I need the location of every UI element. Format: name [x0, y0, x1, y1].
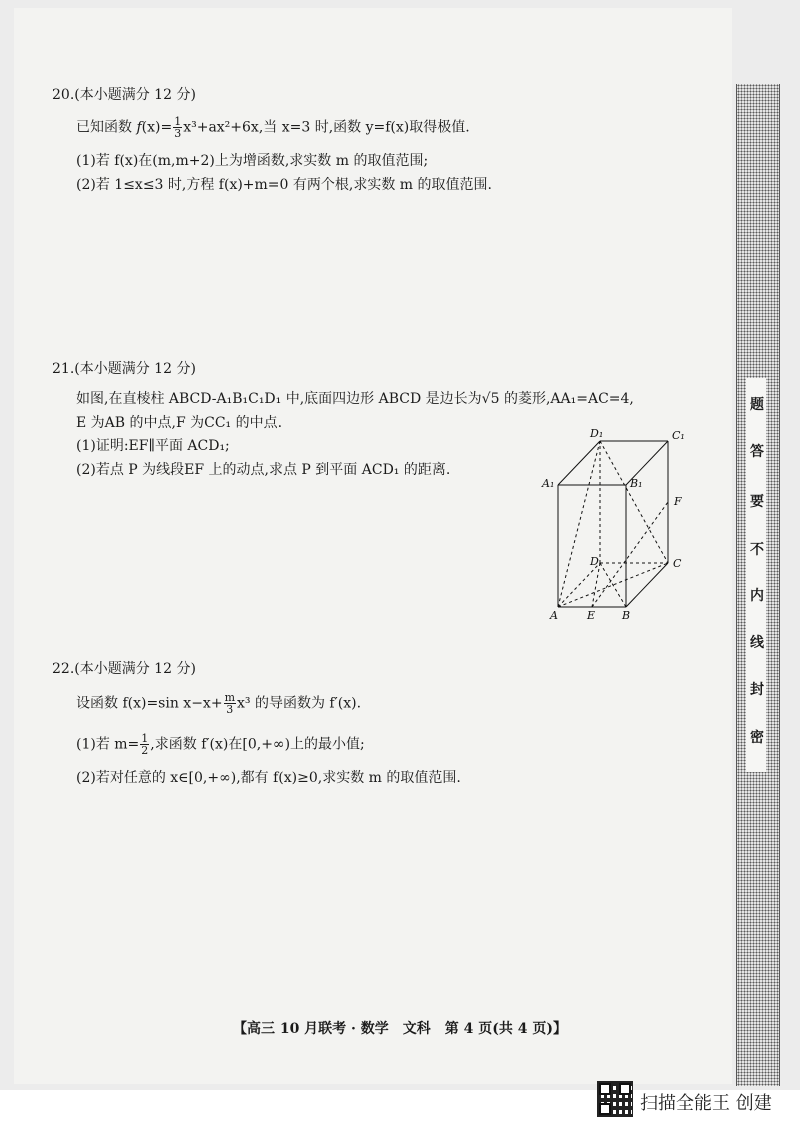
edge-D-E: [592, 563, 600, 607]
label-B1: B₁: [630, 477, 643, 490]
label-D: D: [590, 555, 599, 568]
edge-D-B: [600, 563, 626, 607]
q22-p1-pre: (1)若 m=: [76, 736, 140, 753]
scanner-watermark: 扫描全能王 创建: [640, 1093, 772, 1114]
label-C1: C₁: [672, 429, 685, 442]
edge-A-D1: [558, 441, 600, 607]
edge-E-F: [592, 502, 668, 607]
q22-stem-post: x³ 的导函数为 f′(x).: [237, 695, 362, 712]
q21-head-text: 21.(本小题满分 12 分): [52, 361, 196, 377]
q21-stem-line2: E 为AB 的中点,F 为CC₁ 的中点.: [76, 415, 283, 431]
edge-B-C: [626, 563, 668, 607]
q21-part1: (1)证明:EF∥平面 ACD₁;: [76, 438, 230, 454]
q20-frac-num: 1: [174, 115, 182, 128]
edge-D1-A1: [558, 441, 600, 485]
seal-char-5: 内: [750, 588, 764, 604]
label-A1: A₁: [542, 477, 555, 490]
seal-char-4: 不: [750, 542, 764, 558]
edge-D1-C: [600, 441, 668, 563]
label-D1: D₁: [590, 427, 604, 440]
q22-frac-num: m: [224, 691, 235, 704]
qr-corner-icon: [599, 1083, 611, 1095]
q20-heading: [52, 88, 196, 102]
q20-frac-den: 3: [174, 127, 182, 140]
q21-heading: [52, 362, 196, 376]
q20-stem: [76, 116, 470, 139]
page-footer: 【高三 10 月联考 · 数学 文科 第 4 页(共 4 页)】: [232, 1021, 568, 1037]
q20-stem-f: f: [136, 119, 142, 136]
seal-char-2: 答: [750, 444, 764, 460]
seal-char-1: 题: [750, 397, 764, 413]
seal-char-8: 密: [750, 730, 764, 746]
q20-stem-x1: (x)=: [141, 119, 173, 136]
q22-part1: [76, 733, 365, 756]
qr-code-icon: [597, 1081, 633, 1117]
q22-heading: [52, 662, 196, 676]
q22-stem-pre: 设函数 f(x)=sin x−x+: [76, 695, 223, 712]
q20-stem-pre: 已知函数: [76, 119, 137, 136]
prism-figure: [530, 425, 700, 625]
q21-stem-line1: 如图,在直棱柱 ABCD-A₁B₁C₁D₁ 中,底面四边形 ABCD 是边长为√5 的菱形,AA₁=AC=4,: [76, 391, 634, 407]
label-B: B: [622, 609, 631, 622]
label-C: C: [673, 557, 682, 570]
q21-part2: (2)若点 P 为线段EF 上的动点,求点 P 到平面 ACD₁ 的距离.: [76, 462, 451, 478]
q20-stem-post: x³+ax²+6x,当 x=3 时,函数 y=f(x)取得极值.: [183, 119, 470, 136]
q22-frac-den: 3: [226, 703, 234, 716]
label-A: A: [550, 609, 558, 622]
q20-fraction: [173, 116, 182, 139]
q22-stem: [76, 692, 361, 715]
seal-char-6: 线: [750, 635, 764, 651]
seal-char-3: 要: [750, 494, 764, 510]
q22-p1-post: ,求函数 f′(x)在[0,+∞)上的最小值;: [150, 736, 365, 753]
seal-strip-text-area: [746, 378, 766, 772]
label-F: F: [674, 495, 682, 508]
label-E: E: [587, 609, 596, 622]
q22-part2: (2)若对任意的 x∈[0,+∞),都有 f(x)≥0,求实数 m 的取值范围.: [76, 770, 461, 786]
seal-char-7: 封: [750, 682, 764, 698]
qr-corner-icon: [619, 1083, 631, 1095]
q22-p1-den: 2: [141, 744, 149, 757]
q20-part1: (1)若 f(x)在(m,m+2)上为增函数,求实数 m 的取值范围;: [76, 153, 429, 169]
q20-part2: (2)若 1≤x≤3 时,方程 f(x)+m=0 有两个根,求实数 m 的取值范围.: [76, 177, 492, 193]
q22-p1-fraction: [140, 733, 149, 756]
qr-corner-icon: [599, 1103, 611, 1115]
q22-head-text: 22.(本小题满分 12 分): [52, 661, 196, 677]
q20-head-text: 20.(本小题满分 12 分): [52, 87, 196, 103]
q22-fraction: [224, 692, 236, 715]
q22-p1-num: 1: [141, 732, 149, 745]
